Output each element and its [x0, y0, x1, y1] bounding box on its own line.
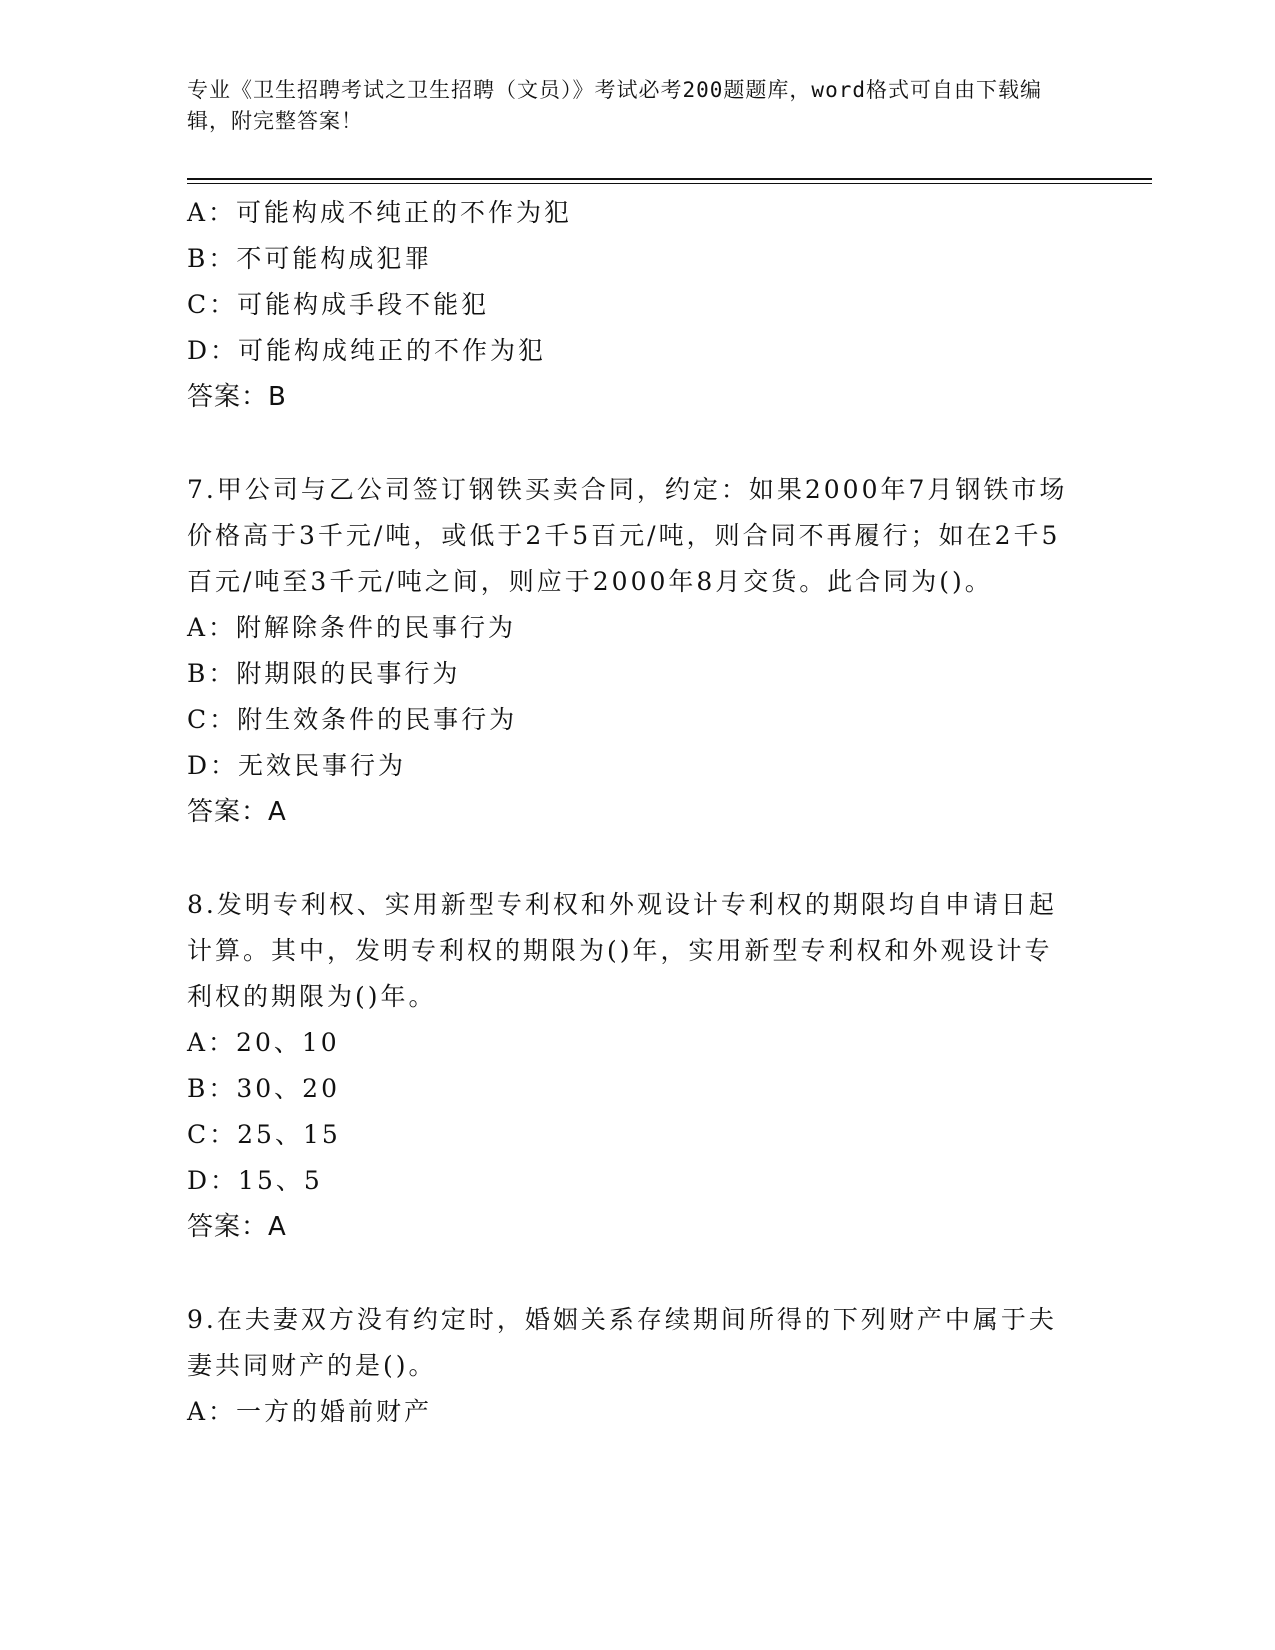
- answer: 答案：B: [187, 382, 287, 412]
- question-text: 8.发明专利权、实用新型专利权和外观设计专利权的期限均自申请日起计算。其中，发明专利权的期限为()年，实用新型专利权和外观设计专利权的期限为()年。: [187, 890, 1057, 1011]
- option-b: B：30、20: [187, 1074, 340, 1103]
- option-c: C：可能构成手段不能犯: [187, 290, 490, 319]
- question-list: [187, 190, 1077, 1435]
- option-a: A：20、10: [187, 1028, 340, 1057]
- question-block: [187, 1297, 1077, 1435]
- answer: 答案：A: [187, 797, 287, 827]
- document-header: 专业《卫生招聘考试之卫生招聘（文员）》考试必考200题题库，word格式可自由下载编辑，附完整答案！: [187, 78, 1042, 133]
- question-block: [187, 190, 1077, 420]
- option-d: D：无效民事行为: [187, 751, 407, 780]
- option-b: B：不可能构成犯罪: [187, 244, 433, 273]
- question-block: [187, 882, 1077, 1250]
- option-a: A：可能构成不纯正的不作为犯: [187, 198, 573, 227]
- option-c: C：25、15: [187, 1120, 341, 1149]
- option-c: C：附生效条件的民事行为: [187, 705, 518, 734]
- header-divider: [187, 178, 1152, 180]
- question-text: 7.甲公司与乙公司签订钢铁买卖合同，约定：如果2000年7月钢铁市场价格高于3千元/吨，或低于2千5百元/吨，则合同不再履行；如在2千5百元/吨至3千元/吨之间，则应于2000年8月交货。此合同为()。: [187, 475, 1068, 596]
- question-text: 9.在夫妻双方没有约定时，婚姻关系存续期间所得的下列财产中属于夫妻共同财产的是()。: [187, 1305, 1057, 1380]
- option-d: D：可能构成纯正的不作为犯: [187, 336, 547, 365]
- header-divider-thin: [187, 183, 1152, 184]
- answer: 答案：A: [187, 1212, 287, 1242]
- option-a: A：附解除条件的民事行为: [187, 613, 517, 642]
- question-block: [187, 467, 1077, 835]
- option-d: D：15、5: [187, 1166, 323, 1195]
- option-a: A：一方的婚前财产: [187, 1397, 433, 1426]
- option-b: B：附期限的民事行为: [187, 659, 461, 688]
